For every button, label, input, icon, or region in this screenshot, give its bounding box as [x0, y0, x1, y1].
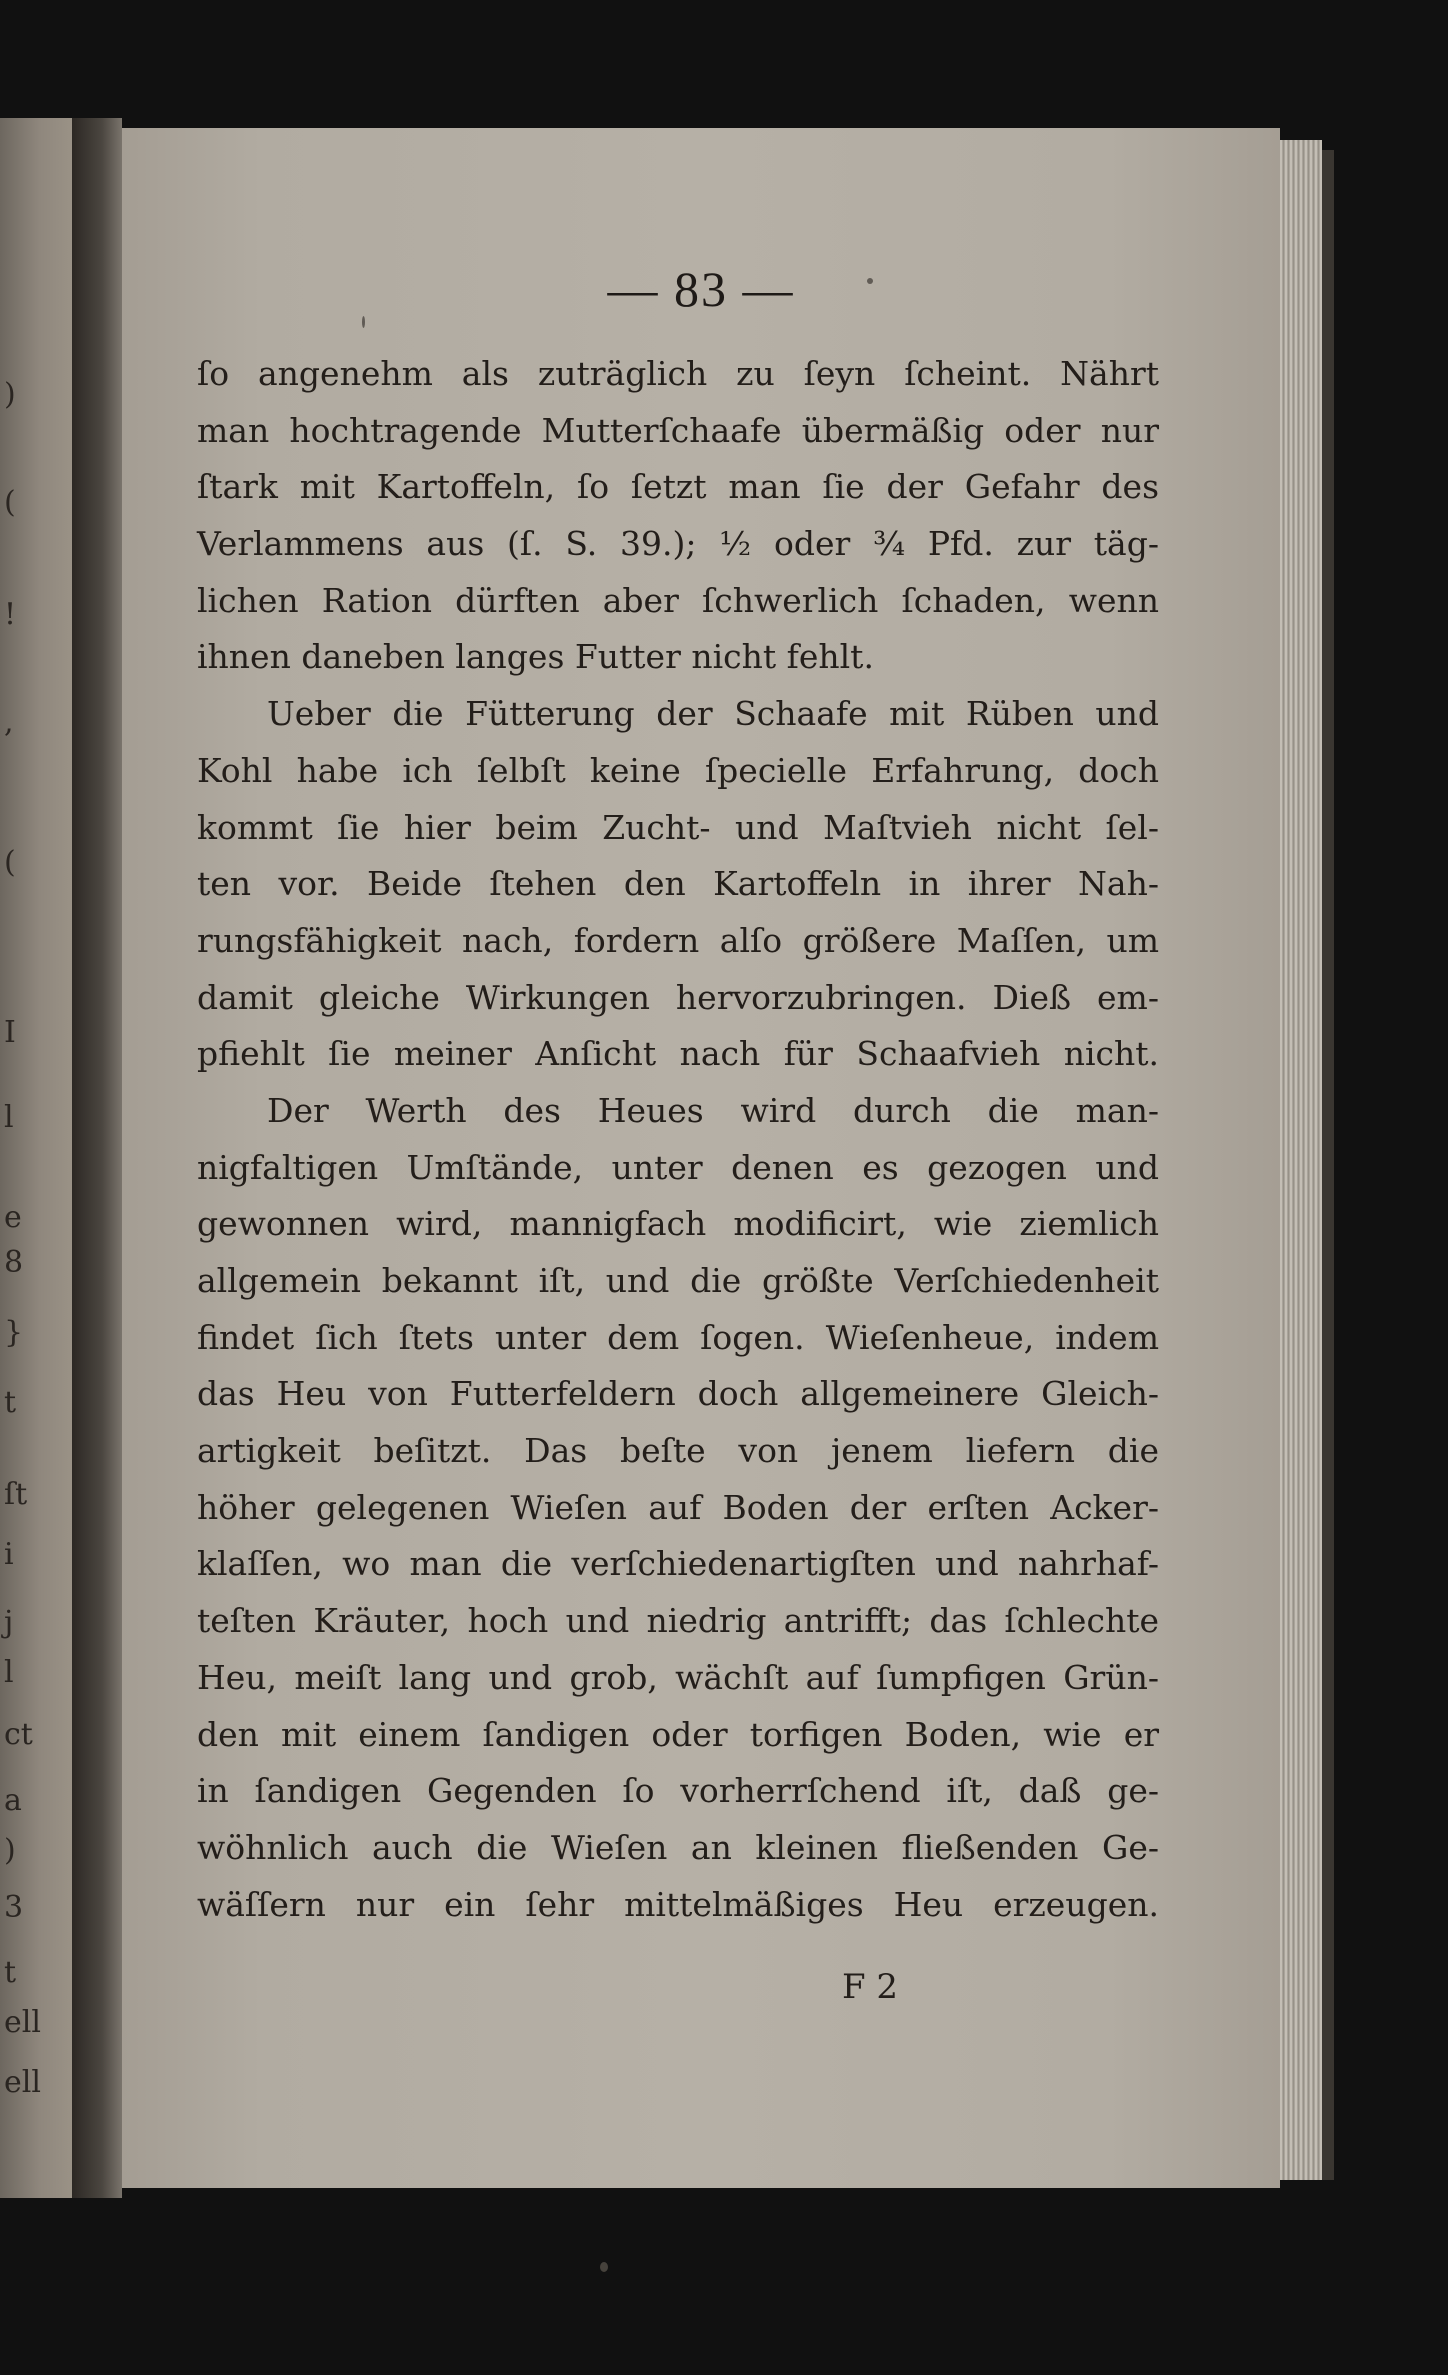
text-line: gewonnen wird, mannigfach modificirt, wie ziemlich [197, 1204, 1159, 1244]
left-page-glyph: 3 [4, 1890, 24, 1925]
left-page-glyph: i [4, 1537, 14, 1572]
paragraph-first-line: Der Werth des Heues wird durch die man- [267, 1090, 1159, 1130]
text-line: findet ſich ſtets unter dem ſogen. Wieſenheue, indem [197, 1317, 1159, 1357]
body-text [197, 346, 1159, 1933]
text-line: pfiehlt ſie meiner Anſicht nach für Schaafvieh nicht. [197, 1034, 1159, 1074]
text-line: klaſſen, wo man die verſchiedenartigſten und nahrhaf- [197, 1544, 1159, 1584]
text-line: Kohl habe ich ſelbſt keine ſpecielle Erfahrung, doch [197, 750, 1159, 790]
text-line: ſo angenehm als zuträglich zu ſeyn ſcheint. Nährt [197, 354, 1159, 393]
left-page-glyph: 8 [4, 1245, 24, 1280]
left-page-glyph: I [4, 1015, 16, 1050]
left-page-glyph: } [4, 1315, 24, 1350]
text-line: Verlammens aus (ſ. S. 39.); ½ oder ¾ Pfd. zur täg- [197, 524, 1159, 564]
text-line: damit gleiche Wirkungen hervorzubringen. Dieß em- [197, 977, 1159, 1017]
text-line: wöhnlich auch die Wieſen an kleinen fließenden Ge- [197, 1827, 1159, 1867]
left-page-glyph: ) [4, 1833, 16, 1868]
left-page-glyph: ) [4, 377, 16, 412]
left-page-glyph: l [4, 1100, 14, 1135]
text-line: ten vor. Beide ſtehen den Kartoffeln in ihrer Nah- [197, 864, 1159, 904]
dust-speck [362, 316, 365, 328]
page-edge-shadow [1322, 150, 1334, 2180]
left-page-glyph: ( [4, 845, 16, 880]
text-line: ſtark mit Kartoffeln, ſo ſetzt man ſie der Gefahr des [197, 467, 1159, 507]
signature-mark: F 2 [842, 1967, 899, 2007]
dust-speck [600, 2262, 608, 2272]
left-page-glyph: ct [4, 1717, 33, 1752]
left-page-glyph: ell [4, 2005, 41, 2040]
left-page-glyph: ell [4, 2065, 41, 2100]
left-page-glyph: ſt [4, 1477, 28, 1512]
text-line: lichen Ration dürften aber ſchwerlich ſchaden, wenn [197, 580, 1159, 620]
text-line: ihnen daneben langes Futter nicht fehlt. [197, 637, 874, 677]
text-line: kommt ſie hier beim Zucht- und Maſtvieh nicht ſel- [197, 807, 1159, 847]
left-page-glyph: l [4, 1655, 14, 1690]
text-line: in ſandigen Gegenden ſo vorherrſchend iſt, daß ge- [197, 1771, 1159, 1811]
text-line: teſten Kräuter, hoch und niedrig antrifft; das ſchlechte [197, 1601, 1159, 1641]
left-page-glyph: ! [4, 597, 17, 632]
page-stack-edge [1280, 140, 1322, 2180]
left-page-glyph: , [4, 705, 14, 740]
dust-speck [867, 278, 873, 284]
left-page-glyph: t [4, 1385, 17, 1420]
text-line: höher gelegenen Wieſen auf Boden der erſten Acker- [197, 1487, 1159, 1527]
left-page-glyph: t [4, 1955, 17, 1990]
text-line: nigfaltigen Umſtände, unter denen es gezogen und [197, 1147, 1159, 1187]
paragraph-first-line: Ueber die Fütterung der Schaafe mit Rüben und [267, 694, 1159, 734]
text-line: Heu, meiſt lang und grob, wächſt auf ſumpfigen Grün- [197, 1657, 1159, 1697]
text-line: rungsfähigkeit nach, fordern alſo größere Maſſen, um [197, 920, 1159, 960]
left-page-glyph: ( [4, 485, 16, 520]
text-line: man hochtragende Mutterſchaafe übermäßig oder nur [197, 410, 1159, 450]
text-line: das Heu von Futterfeldern doch allgemeinere Gleich- [197, 1374, 1159, 1414]
text-line: allgemein bekannt iſt, und die größte Verſchiedenheit [197, 1261, 1159, 1300]
left-page-glyph: j [4, 1605, 14, 1640]
text-line: artigkeit beſitzt. Das beſte von jenem liefern die [197, 1431, 1159, 1471]
book-page [122, 128, 1280, 2188]
page-number: — 83 — [607, 261, 795, 317]
left-page-glyph: e [4, 1200, 22, 1235]
text-line: wäſſern nur ein ſehr mittelmäßiges Heu erzeugen. [197, 1884, 1159, 1924]
adjacent-left-page-fragment [0, 118, 72, 2198]
text-line: den mit einem ſandigen oder torfigen Boden, wie er [197, 1714, 1159, 1754]
book-gutter [72, 118, 122, 2198]
left-page-glyph: a [4, 1783, 22, 1818]
